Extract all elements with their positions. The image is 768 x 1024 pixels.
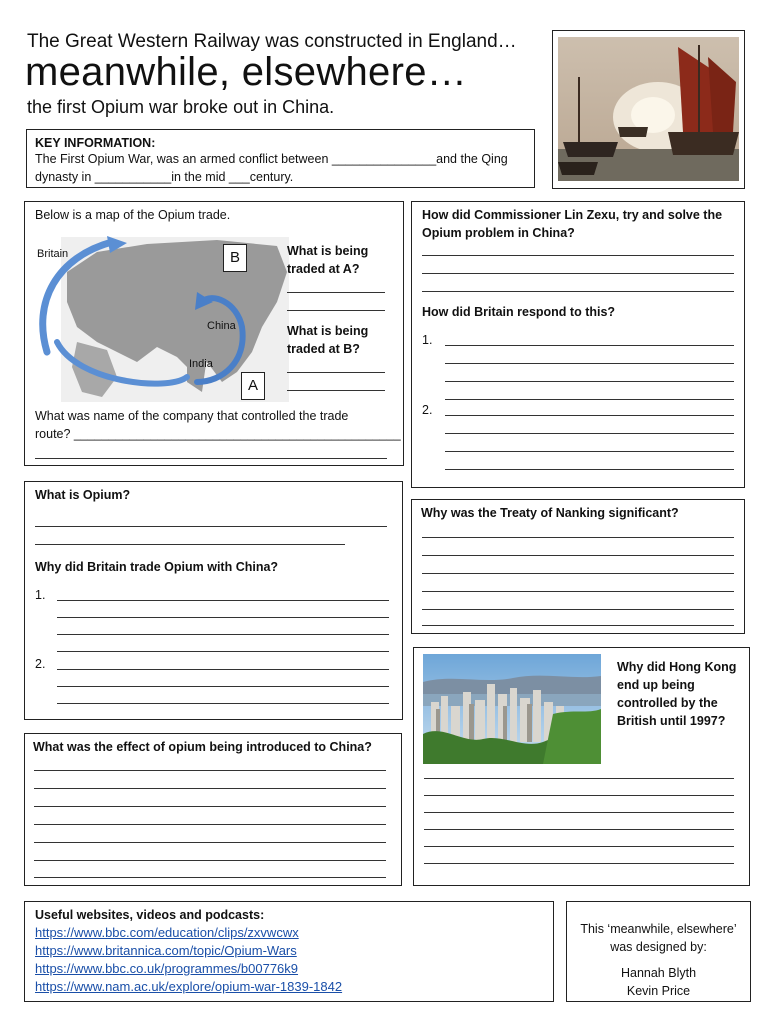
opium-trade-map-box	[24, 201, 404, 466]
answer-line	[35, 526, 387, 527]
answer-line	[57, 617, 389, 618]
treaty-of-nanking-box	[411, 499, 745, 634]
question-traded-at-b: What is being traded at B?	[287, 324, 369, 356]
answer-line	[424, 812, 734, 813]
answer-line	[422, 609, 734, 610]
answer-line	[57, 634, 389, 635]
answer-line	[57, 651, 389, 652]
question-effect-of-opium: What was the effect of opium being introduced to China?	[33, 740, 372, 754]
question-lin-zexu: How did Commissioner Lin Zexu, try and solve the Opium problem in China?	[422, 208, 723, 240]
company-question-line-2: route? _______________________________________________	[35, 427, 401, 441]
list-number-1: 1.	[422, 333, 433, 347]
answer-line	[34, 877, 386, 878]
answer-line	[424, 829, 734, 830]
hong-kong-box	[413, 647, 750, 886]
question-britain-respond: How did Britain respond to this?	[422, 305, 616, 319]
answer-line	[34, 788, 386, 789]
battle-painting-image	[558, 37, 739, 181]
answer-line	[422, 555, 734, 556]
resource-link-nam[interactable]: https://www.nam.ac.uk/explore/opium-war-1839-1842	[35, 979, 343, 994]
answer-line	[422, 255, 734, 256]
list-number-2: 2.	[35, 657, 46, 671]
header-subtitle-top: The Great Western Railway was constructed in England…	[27, 31, 517, 52]
answer-line	[57, 600, 389, 601]
credits-name-2: Kevin Price	[626, 984, 691, 998]
credits-line-1: This ‘meanwhile, elsewhere’	[580, 922, 737, 936]
answer-line	[424, 846, 734, 847]
answer-line	[35, 544, 345, 545]
answer-line	[287, 390, 385, 391]
useful-resources-box	[24, 901, 554, 1002]
map-intro-text: Below is a map of the Opium trade.	[35, 208, 231, 222]
list-number-2: 2.	[422, 403, 433, 417]
map-label-china: China	[207, 320, 236, 332]
answer-line	[422, 291, 734, 292]
resources-heading: Useful websites, videos and podcasts:	[35, 908, 265, 922]
key-information-box	[26, 129, 535, 188]
list-number-1: 1.	[35, 588, 46, 602]
question-what-is-opium: What is Opium?	[35, 488, 131, 502]
key-info-sentence-1: The First Opium War, was an armed conflict between _______________and the Qing	[35, 152, 508, 166]
answer-line	[422, 573, 734, 574]
opium-trade-map	[37, 232, 289, 402]
battle-painting-frame	[552, 30, 745, 189]
question-why-britain-trade: Why did Britain trade Opium with China?	[35, 560, 279, 574]
resource-link-bbc-clip[interactable]: https://www.bbc.com/education/clips/zxvwcwx	[35, 925, 299, 940]
resources-link-list	[35, 924, 342, 996]
resource-link-bbc-programme[interactable]: https://www.bbc.co.uk/programmes/b00776k9	[35, 961, 299, 976]
credits-name-1: Hannah Blyth	[620, 966, 697, 980]
answer-line	[445, 469, 734, 470]
map-marker-b: B	[223, 244, 247, 272]
answer-line	[445, 399, 734, 400]
answer-line	[287, 372, 385, 373]
answer-line	[422, 537, 734, 538]
credits-box	[566, 901, 751, 1002]
credits-line-2: was designed by:	[610, 940, 707, 954]
answer-line	[34, 806, 386, 807]
answer-line	[57, 703, 389, 704]
answer-line	[34, 770, 386, 771]
answer-line	[422, 591, 734, 592]
answer-line	[34, 842, 386, 843]
map-marker-a: A	[241, 372, 265, 400]
answer-line	[57, 686, 389, 687]
answer-line	[424, 795, 734, 796]
answer-line	[424, 778, 734, 779]
answer-line	[57, 669, 389, 670]
answer-line	[445, 451, 734, 452]
effect-of-opium-box	[24, 733, 402, 886]
key-info-sentence-2: dynasty in ___________in the mid ___century.	[35, 170, 294, 184]
answer-line	[445, 381, 734, 382]
answer-line	[424, 863, 734, 864]
answer-line	[445, 415, 734, 416]
page-title: meanwhile, elsewhere…	[25, 50, 468, 94]
answer-line	[422, 625, 734, 626]
answer-line	[34, 860, 386, 861]
answer-line	[445, 345, 734, 346]
answer-line	[35, 458, 387, 459]
lin-zexu-box	[411, 201, 745, 488]
header-subtitle-bottom: the first Opium war broke out in China.	[27, 97, 335, 117]
company-question-line-1: What was name of the company that controlled the trade	[35, 409, 349, 423]
answer-line	[445, 363, 734, 364]
answer-line	[422, 273, 734, 274]
question-traded-at-a: What is being traded at A?	[287, 244, 369, 276]
question-treaty-nanking: Why was the Treaty of Nanking significant?	[421, 506, 679, 520]
resource-link-britannica[interactable]: https://www.britannica.com/topic/Opium-Wars	[35, 943, 297, 958]
key-info-heading: KEY INFORMATION:	[35, 136, 156, 150]
what-is-opium-box	[24, 481, 403, 720]
answer-line	[445, 433, 734, 434]
map-label-india: India	[189, 358, 213, 370]
map-label-britain: Britain	[37, 248, 69, 260]
hong-kong-skyline-image	[423, 654, 601, 764]
question-hong-kong: Why did Hong Kong end up being controlled by the British until 1997?	[617, 660, 737, 728]
answer-line	[287, 292, 385, 293]
answer-line	[34, 824, 386, 825]
answer-line	[287, 310, 385, 311]
